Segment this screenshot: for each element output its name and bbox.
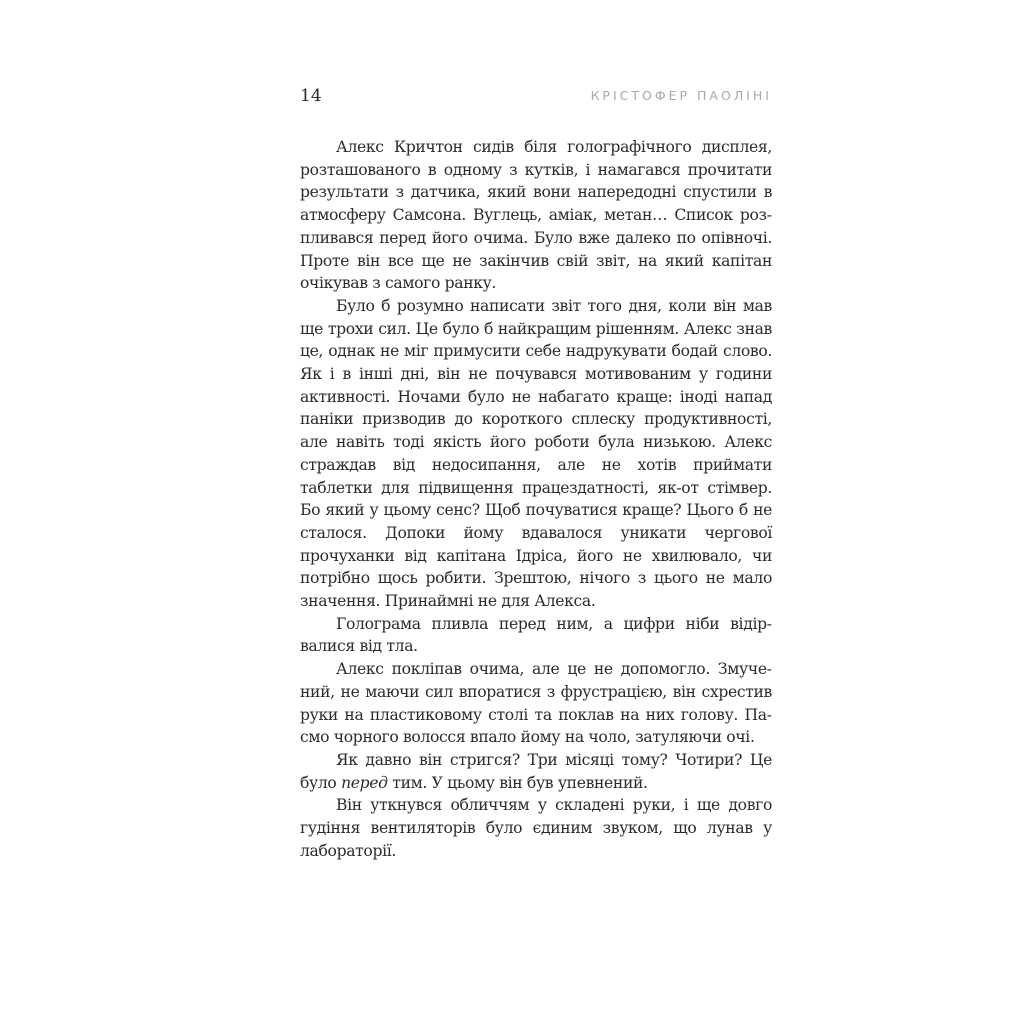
paragraph: Голограма пливла перед ним, а цифри ніби відірвалися від тла. — [300, 614, 772, 656]
body-text — [300, 136, 772, 863]
text-run: тим. У цьому він був упевнений. — [387, 773, 648, 792]
paragraph: Він уткнувся обличчям у складені руки, і ще довго гудіння вентиляторів було єдиним звуком, що лунав у лабораторії. — [300, 796, 772, 860]
paragraph: Алекс покліпав очима, але це не допомогло. Змучений, не маючи сил впоратися з фрустрацією, він схрестив руки на пластиковому столі та поклав на них голову. Пасмо чорного волосся впало йому на чоло, затуляючи очі. — [300, 660, 772, 747]
running-head-author: КРІСТОФЕР ПАОЛІНІ — [590, 88, 772, 103]
paragraph — [300, 749, 772, 794]
emphasis-text: перед — [341, 773, 388, 792]
text-run: Як давно він стригся? Три місяці тому? Чотири? Це було — [300, 750, 772, 792]
paragraph: Алекс Кричтон сидів біля голографічного дисплея, розташованого в одному з кутків, і намагався прочитати результати з датчика, який вони напередодні спустили в атмосферу Самсона. Вуглець, аміак, метан… Список розпливався перед його очима. Було вже далеко по опівночі. Проте він все ще не закінчив свій звіт, на який капітан очікував з самого ранку. — [300, 138, 772, 293]
paragraph: Було б розумно написати звіт того дня, коли він мав ще трохи сил. Це було б найкращим рішенням. Алекс знав це, однак не міг примусити себе надрукувати бодай слово. Як і в інші дні, він не почувався мотивованим у години активності. Ночами було не набагато краще: іноді напад паніки призводив до короткого сплеску продуктивності, але навіть тоді якість його роботи була низькою. Алекс страждав від недосипання, але не хотів приймати таблетки для підвищення працездатності, як-от стімвер. Бо який у цьому сенс? Щоб почуватися краще? Цього б не сталося. Допоки йому вдавалося уникати чергової прочуханки від капітана Ідріса, його не хвилювало, чи потрібно щось робити. Зрештою, нічого з цього не мало значення. Принаймні не для Алекса. — [300, 296, 772, 611]
page-header — [300, 86, 772, 110]
page-number: 14 — [300, 86, 322, 106]
